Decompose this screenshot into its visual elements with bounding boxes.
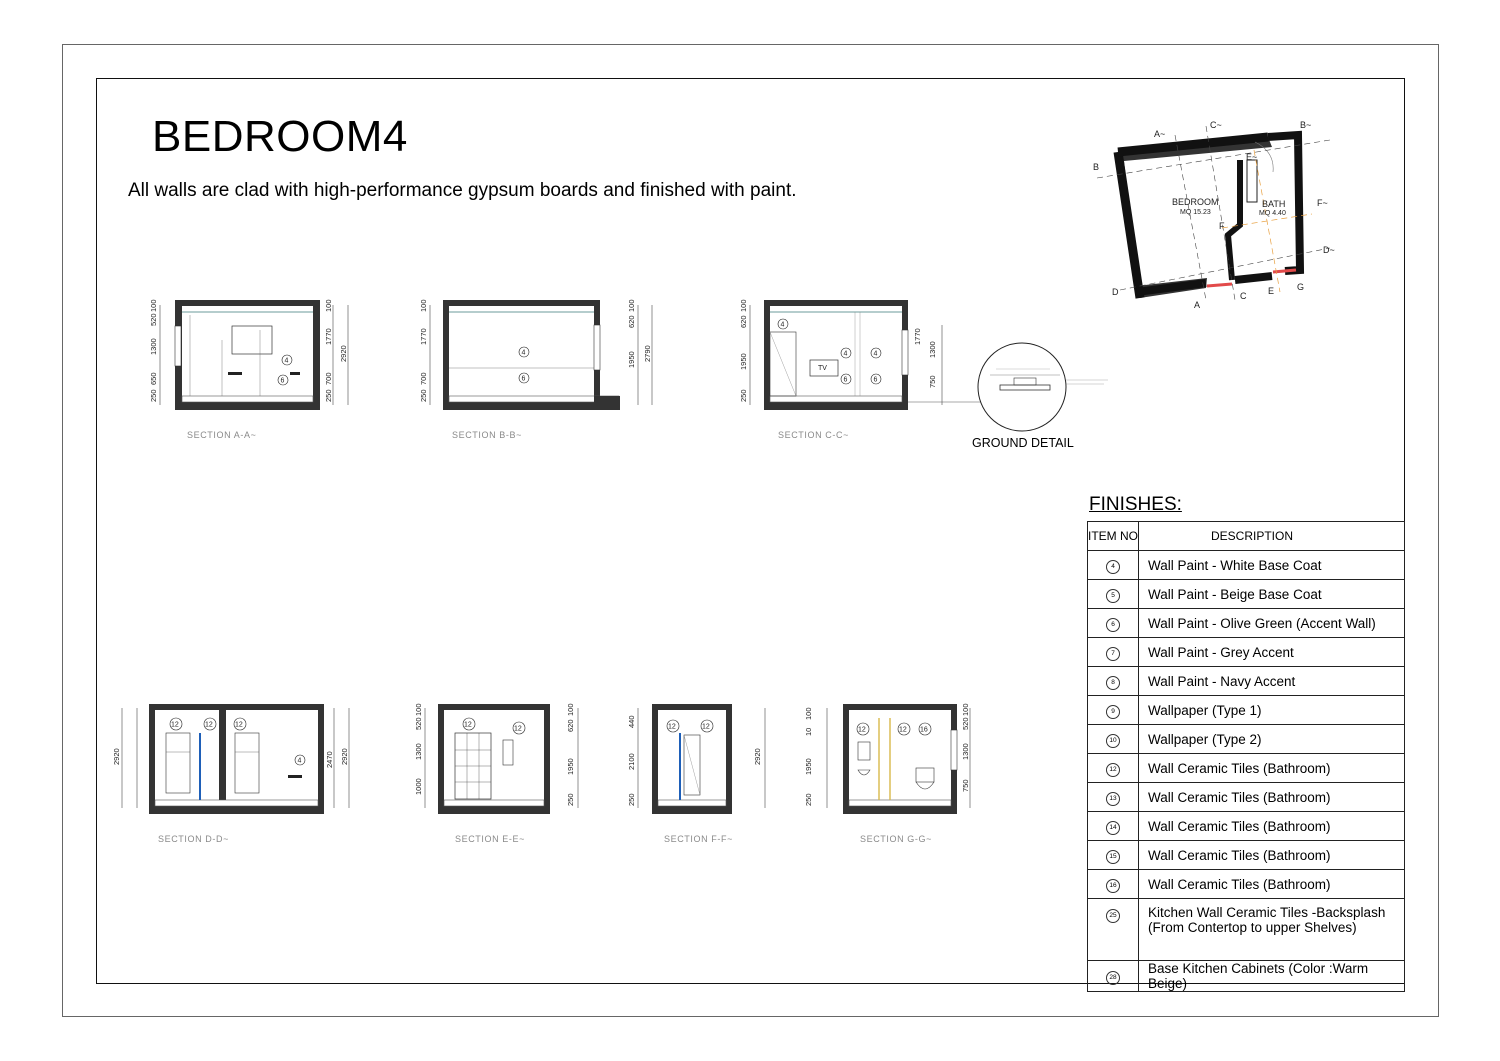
dim-e-right-2: 620 [566, 719, 575, 732]
dim-c-left-3: 100 [739, 299, 748, 312]
dim-g-right-3: 100 [961, 703, 970, 716]
plan-marker-c-tilde: C~ [1210, 120, 1222, 130]
item-number-badge: 7 [1106, 647, 1120, 661]
item-number-badge: 5 [1106, 589, 1120, 603]
section-c-label: SECTION C-C~ [778, 430, 849, 440]
section-d-drawing [112, 704, 349, 814]
svg-text:6: 6 [873, 376, 878, 384]
dim-b-left-1: 700 [419, 372, 428, 385]
dim-e-left-1: 1300 [414, 743, 423, 760]
dim-a-left-3: 520 [149, 313, 158, 326]
dim-c-left-0: 250 [739, 389, 748, 402]
item-description: Wallpaper (Type 2) [1139, 725, 1405, 754]
section-e-drawing [414, 703, 578, 814]
plan-marker-d: D [1112, 287, 1119, 297]
dim-f-right-0: 2920 [753, 748, 762, 765]
dim-e-right-1: 1950 [566, 758, 575, 775]
item-number-badge: 16 [1106, 879, 1120, 893]
section-b-label: SECTION B-B~ [452, 430, 522, 440]
svg-text:6: 6 [843, 376, 848, 384]
dim-b-left-2: 1770 [419, 328, 428, 345]
dim-a-left-1: 650 [149, 372, 158, 385]
finishes-title: FINISHES: [1089, 494, 1182, 515]
finishes-header-row [1088, 522, 1405, 551]
table-row [1088, 899, 1405, 961]
plan-marker-b: B [1093, 162, 1100, 172]
dim-a-left-0: 250 [149, 389, 158, 402]
dim-e-left-2: 520 [414, 717, 423, 730]
svg-text:12: 12 [514, 725, 522, 733]
dim-a-left-4: 100 [149, 299, 158, 312]
page-subtitle: All walls are clad with high-performance gypsum boards and finished with paint. [128, 180, 797, 201]
dim-a-total: 2920 [339, 345, 348, 362]
dim-c-left-2: 620 [739, 315, 748, 328]
dim-e-right-3: 100 [566, 703, 575, 716]
dim-e-right-0: 250 [566, 793, 575, 806]
svg-text:12: 12 [858, 726, 866, 734]
plan-bedroom-label: BEDROOM [1172, 197, 1219, 207]
plan-marker-c: C [1240, 291, 1247, 301]
svg-text:16: 16 [920, 726, 928, 734]
svg-text:12: 12 [205, 721, 213, 729]
plan-marker-b-tilde: B~ [1300, 120, 1312, 130]
table-row [1088, 580, 1405, 609]
item-description [1139, 899, 1405, 961]
dim-d-mid: 2470 [325, 751, 334, 768]
item-number-badge: 13 [1106, 792, 1120, 806]
table-row [1088, 754, 1405, 783]
item-description: Wall Paint - White Base Coat [1139, 551, 1405, 580]
item-number-badge: 9 [1106, 705, 1120, 719]
item-description: Wall Paint - Olive Green (Accent Wall) [1139, 609, 1405, 638]
section-f-label: SECTION F-F~ [664, 834, 733, 844]
svg-text:TV: TV [818, 365, 827, 372]
dim-g-left-2: 10 [804, 727, 813, 736]
item-number-badge: 4 [1106, 560, 1120, 574]
item-description: Wall Ceramic Tiles (Bathroom) [1139, 841, 1405, 870]
plan-marker-e: E [1268, 286, 1275, 296]
table-row [1088, 725, 1405, 754]
plan-marker-a: A [1194, 300, 1201, 310]
table-row [1088, 870, 1405, 899]
item-number-badge: 15 [1106, 850, 1120, 864]
plan-marker-e-tilde: E~ [1246, 152, 1258, 162]
plan-marker-a-tilde: A~ [1154, 129, 1166, 139]
dim-b-right-1: 620 [627, 315, 636, 328]
dim-b-right-2: 100 [627, 299, 636, 312]
item-description: Wall Paint - Beige Base Coat [1139, 580, 1405, 609]
svg-text:4: 4 [297, 757, 302, 765]
item-description: Wall Ceramic Tiles (Bathroom) [1139, 812, 1405, 841]
dim-c-right-1: 1300 [928, 341, 937, 358]
svg-text:4: 4 [873, 350, 878, 358]
svg-text:12: 12 [235, 721, 243, 729]
section-g-drawing [804, 703, 970, 814]
finishes-header-item-no: ITEM NO [1088, 522, 1139, 551]
key-plan [1093, 120, 1335, 310]
dim-a-right-2: 700 [324, 372, 333, 385]
table-row [1088, 812, 1405, 841]
svg-text:4: 4 [521, 349, 526, 357]
section-f-drawing [627, 704, 765, 814]
plan-marker-f: F [1219, 221, 1225, 231]
page-title: BEDROOM4 [152, 112, 408, 161]
item-description: Wall Ceramic Tiles (Bathroom) [1139, 783, 1405, 812]
svg-text:6: 6 [280, 377, 285, 385]
plan-bedroom-area: MQ 15.23 [1180, 209, 1211, 216]
dim-e-left-3: 100 [414, 703, 423, 716]
dim-e-left-0: 1000 [414, 778, 423, 795]
dim-d-total-left: 2920 [112, 748, 121, 765]
svg-text:6: 6 [521, 375, 526, 383]
section-c-drawing [739, 299, 985, 410]
item-description-line-2: (From Contertop to upper Shelves) [1148, 920, 1357, 935]
svg-text:4: 4 [843, 350, 848, 358]
item-number-badge: 8 [1106, 676, 1120, 690]
ground-detail-label: GROUND DETAIL [972, 436, 1074, 450]
dim-b-left-0: 250 [419, 389, 428, 402]
dim-c-right-2: 750 [928, 375, 937, 388]
plan-bath-area: MQ 4.40 [1259, 210, 1286, 217]
ground-detail-drawing [978, 343, 1108, 431]
plan-marker-f-tilde: F~ [1317, 198, 1328, 208]
svg-text:12: 12 [171, 721, 179, 729]
dim-g-left-3: 100 [804, 707, 813, 720]
section-a-label: SECTION A-A~ [187, 430, 257, 440]
dim-g-right-2: 520 [961, 717, 970, 730]
dim-f-left-1: 2100 [627, 753, 636, 770]
dim-g-right-0: 750 [961, 779, 970, 792]
table-row [1088, 841, 1405, 870]
item-number-badge: 10 [1106, 734, 1120, 748]
item-number-badge: 12 [1106, 763, 1120, 777]
section-b-drawing [419, 299, 652, 410]
table-row [1088, 667, 1405, 696]
dim-b-right-0: 1950 [627, 351, 636, 368]
svg-text:4: 4 [780, 321, 785, 329]
svg-text:12: 12 [702, 723, 710, 731]
item-description: Wallpaper (Type 1) [1139, 696, 1405, 725]
item-number-badge: 6 [1106, 618, 1120, 632]
section-d-label: SECTION D-D~ [158, 834, 229, 844]
dim-f-left-2: 440 [627, 715, 636, 728]
table-row [1088, 551, 1405, 580]
item-number-badge: 25 [1106, 909, 1120, 923]
item-description: Wall Paint - Navy Accent [1139, 667, 1405, 696]
item-number-badge: 14 [1106, 821, 1120, 835]
dim-b-left-3: 100 [419, 299, 428, 312]
item-number-badge: 28 [1106, 971, 1120, 985]
dim-g-right-1: 1300 [961, 743, 970, 760]
dim-c-left-1: 1950 [739, 353, 748, 370]
table-row [1088, 961, 1405, 992]
svg-text:12: 12 [668, 723, 676, 731]
dim-a-left-2: 1300 [149, 338, 158, 355]
dim-d-total-right: 2920 [340, 748, 349, 765]
plan-marker-d-tilde: D~ [1323, 245, 1335, 255]
item-description-line-1: Kitchen Wall Ceramic Tiles -Backsplash [1148, 905, 1386, 920]
item-description: Wall Ceramic Tiles (Bathroom) [1139, 754, 1405, 783]
plan-bath-label: BATH [1262, 199, 1286, 209]
table-row [1088, 638, 1405, 667]
dim-g-left-1: 1950 [804, 758, 813, 775]
section-a-drawing [149, 299, 348, 410]
finishes-header-description: DESCRIPTION [1139, 522, 1405, 551]
dim-f-left-0: 250 [627, 793, 636, 806]
dim-b-total: 2790 [643, 345, 652, 362]
section-e-label: SECTION E-E~ [455, 834, 525, 844]
plan-marker-g: G [1297, 282, 1305, 292]
section-g-label: SECTION G-G~ [860, 834, 932, 844]
svg-text:4: 4 [284, 357, 289, 365]
dim-c-right-0: 1770 [913, 328, 922, 345]
table-row [1088, 783, 1405, 812]
svg-text:12: 12 [899, 726, 907, 734]
table-row [1088, 696, 1405, 725]
table-row [1088, 609, 1405, 638]
dim-g-left-0: 250 [804, 793, 813, 806]
item-description: Wall Ceramic Tiles (Bathroom) [1139, 870, 1405, 899]
svg-text:12: 12 [464, 721, 472, 729]
item-description: Base Kitchen Cabinets (Color :Warm Beige) [1139, 961, 1405, 992]
item-description: Wall Paint - Grey Accent [1139, 638, 1405, 667]
dim-a-right-3: 250 [324, 389, 333, 402]
dim-a-right-1: 1770 [324, 328, 333, 345]
dim-a-right-0: 100 [324, 299, 333, 312]
finishes-table [1087, 521, 1405, 992]
